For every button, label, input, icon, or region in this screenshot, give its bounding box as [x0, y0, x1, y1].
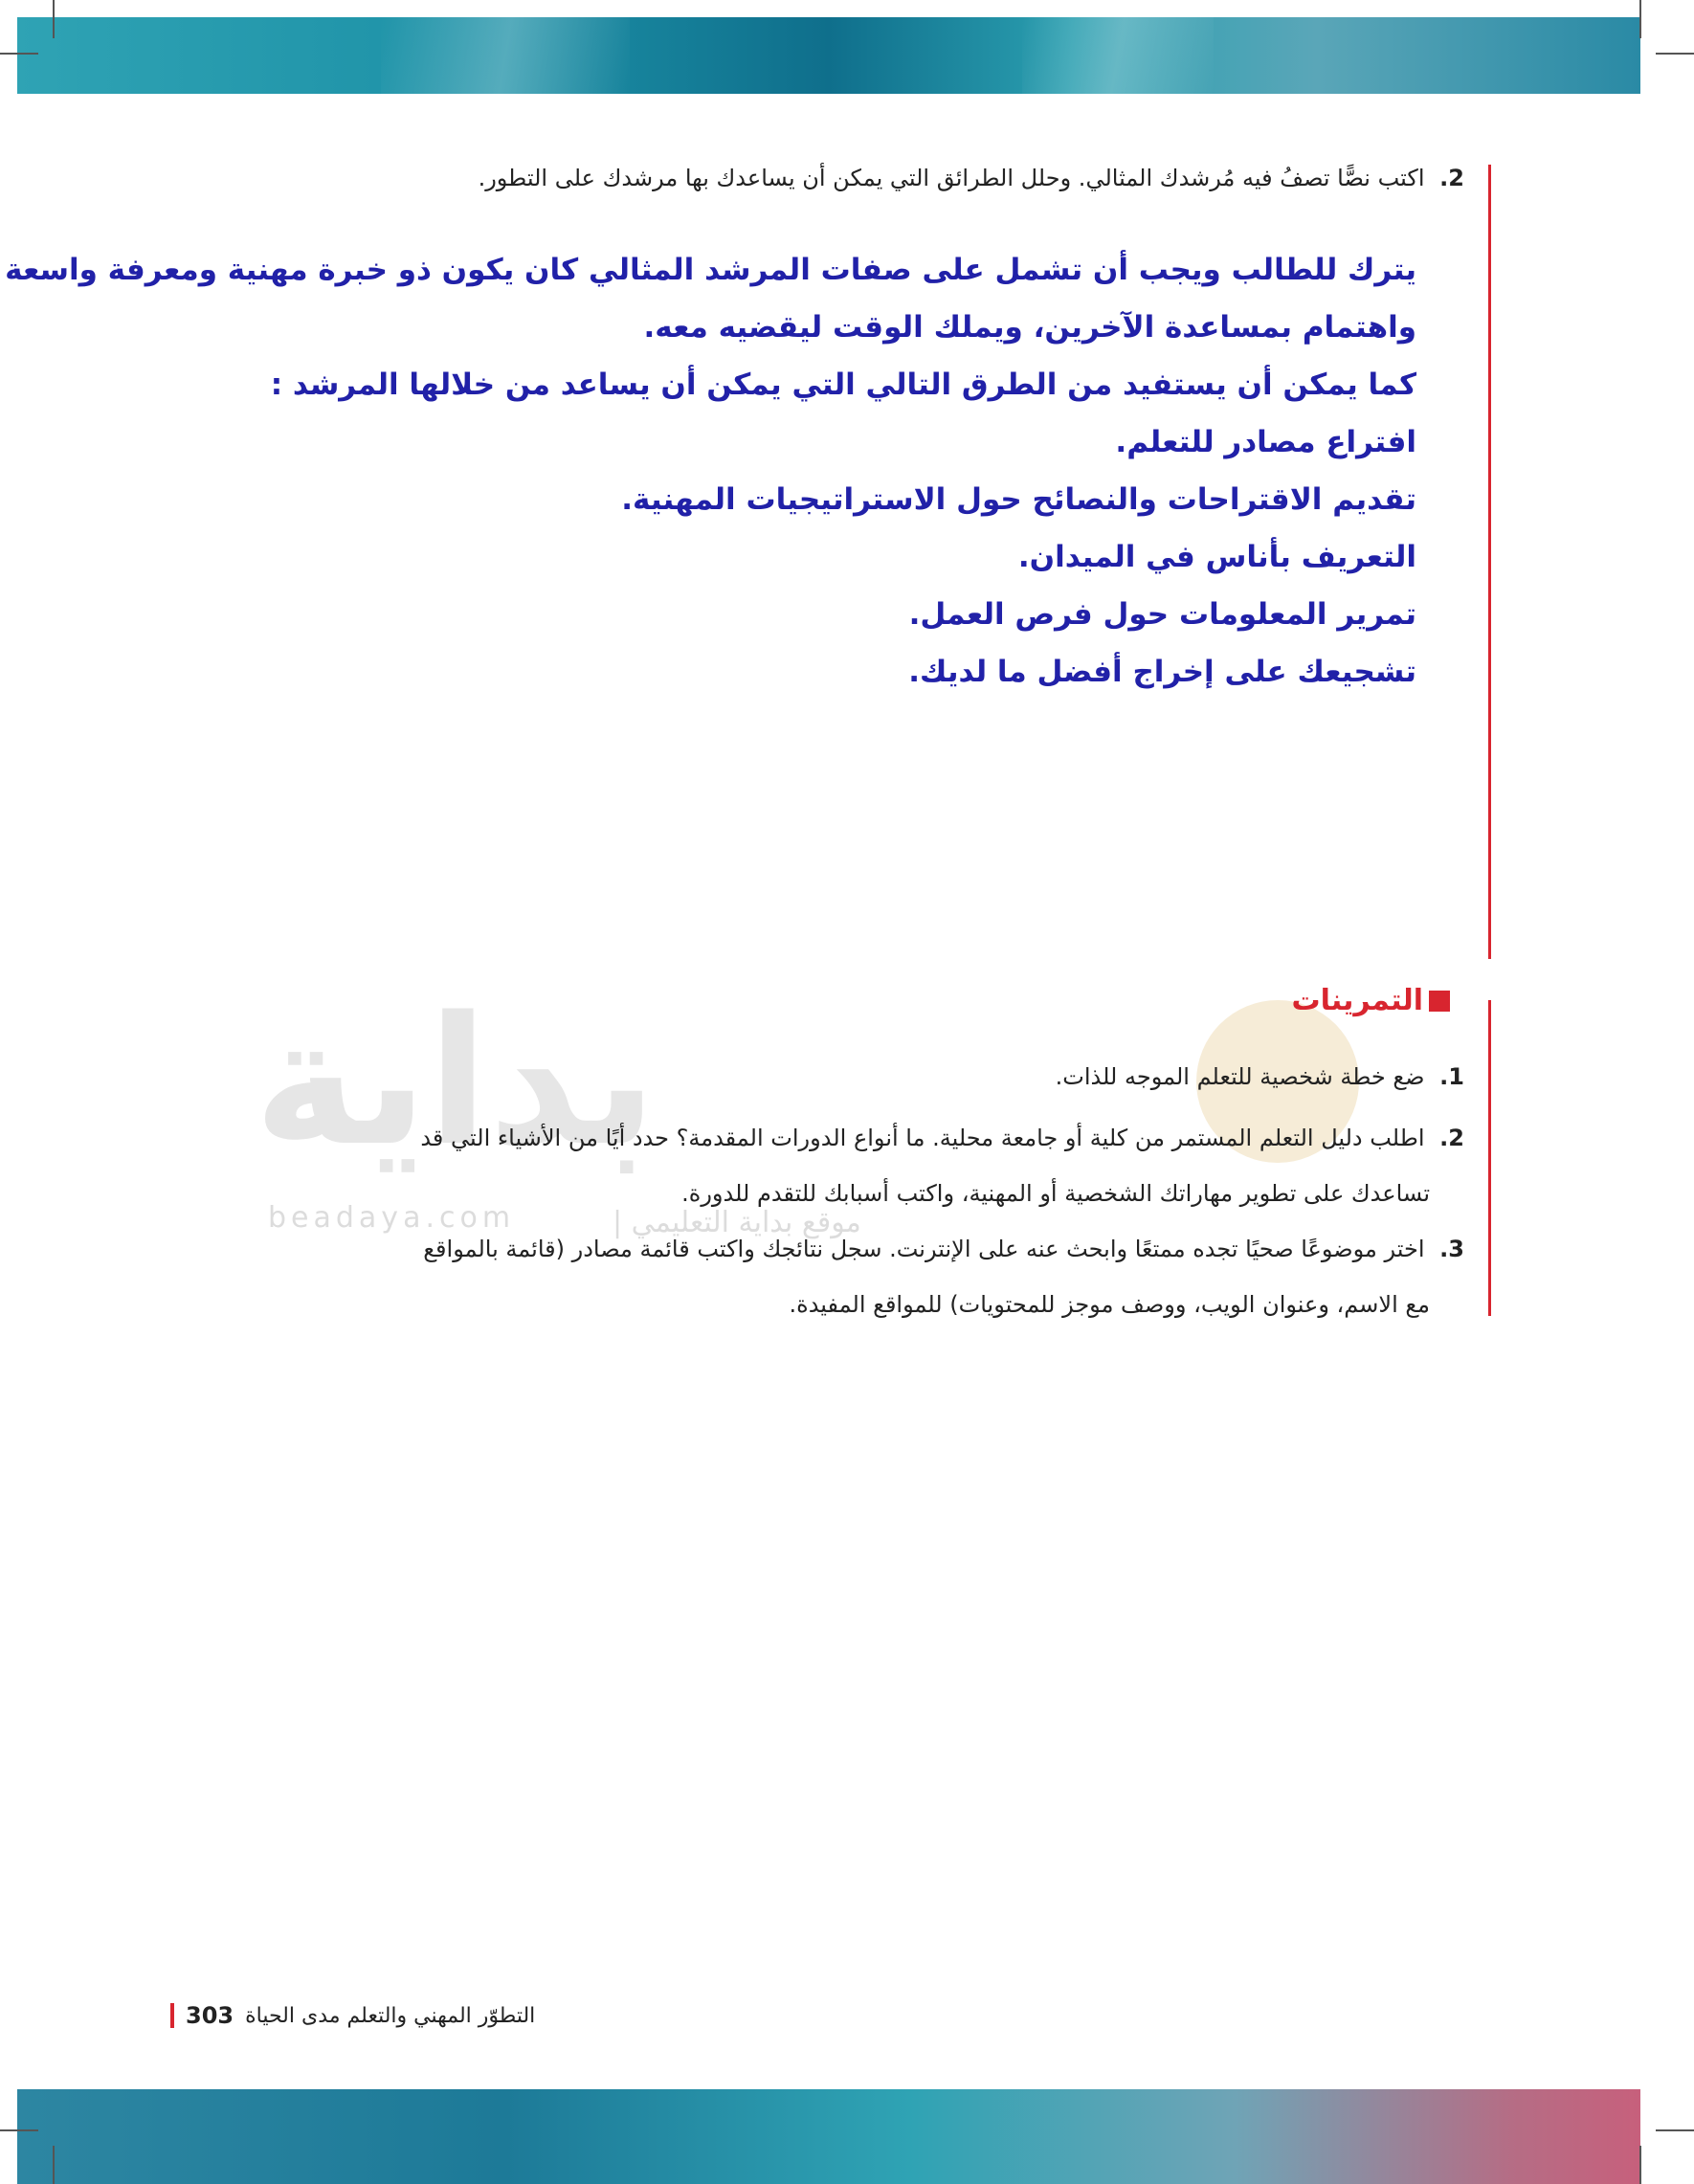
answer-line: تقديم الاقتراحات والنصائح حول الاستراتيجيات المهنية. — [621, 482, 1416, 517]
exercise-text: اطلب دليل التعلم المستمر من كلية أو جامعة محلية. ما أنواع الدورات المقدمة؟ حدد أيًا من الأشياء التي قد — [420, 1125, 1425, 1151]
answer-block — [5, 241, 1416, 701]
bottom-banner — [17, 2089, 1640, 2184]
answer-line: تمرير المعلومات حول فرص العمل. — [908, 597, 1416, 632]
answer-line: يترك للطالب ويجب أن تشمل على صفات المرشد المثالي كان يكون ذو خبرة مهنية ومعرفة واسعة — [5, 253, 1416, 287]
margin-rule — [1488, 1000, 1491, 1316]
exercise-item — [144, 1049, 1464, 1104]
crop-mark — [1656, 2129, 1694, 2131]
answer-line: تشجيعك على إخراج أفضل ما لديك. — [908, 655, 1416, 689]
exercise-item — [144, 1221, 1464, 1332]
section-heading — [1292, 984, 1451, 1017]
crop-mark — [1656, 53, 1694, 55]
banner-highlight — [1022, 17, 1214, 94]
section-title: التمرينات — [1291, 984, 1423, 1017]
section-marker-icon — [1429, 991, 1450, 1012]
exercise-number: 1. — [1439, 1063, 1464, 1090]
answer-line: التعريف بأناس في الميدان. — [1017, 540, 1416, 574]
crop-mark — [0, 2129, 38, 2131]
answer-line: افتراع مصادر للتعلم. — [1115, 425, 1416, 459]
answer-line: كما يمكن أن يستفيد من الطرق التالي التي يمكن أن يساعد من خلالها المرشد : — [270, 368, 1416, 402]
answer-line: واهتمام بمساعدة الآخرين، ويملك الوقت ليقضيه معه. — [643, 310, 1416, 345]
page-number: 303 — [186, 2002, 234, 2029]
watermark-word: بداية — [254, 978, 658, 1185]
exercise-text: تساعدك على تطوير مهاراتك الشخصية أو المهنية، واكتب أسبابك للتقدم للدورة. — [681, 1180, 1430, 1207]
crop-mark — [53, 0, 55, 38]
top-banner — [17, 17, 1640, 94]
crop-mark — [1639, 2146, 1641, 2184]
exercise-text: مع الاسم، وعنوان الويب، ووصف موجز للمحتويات) للمواقع المفيدة. — [789, 1291, 1430, 1318]
watermark-subtitle: موقع بداية التعليمي | — [613, 1206, 861, 1239]
crop-mark — [1639, 0, 1641, 38]
margin-rule — [1488, 165, 1491, 959]
exercise-text: ضع خطة شخصية للتعلم الموجه للذات. — [1055, 1063, 1425, 1090]
exercise-item — [144, 1110, 1464, 1221]
exercise-text: اختر موضوعًا صحيًا تجده ممتعًا وابحث عنه على الإنترنت. سجل نتائجك واكتب قائمة مصادر (قائمة بالمواقع — [423, 1236, 1425, 1262]
crop-mark — [0, 53, 38, 55]
footer-divider — [170, 2003, 174, 2028]
watermark-site: beadaya.com — [268, 1201, 516, 1235]
question-2 — [220, 165, 1464, 191]
exercise-number: 3. — [1439, 1236, 1464, 1262]
page-footer — [170, 2002, 535, 2029]
banner-highlight — [381, 17, 630, 94]
question-text: اكتب نصًّا تصفُ فيه مُرشدك المثالي. وحلل الطرائق التي يمكن أن يساعدك بها مرشدك على التطور. — [478, 165, 1425, 191]
exercise-number: 2. — [1439, 1125, 1464, 1151]
question-number: 2. — [1439, 165, 1464, 191]
crop-mark — [53, 2146, 55, 2184]
book-title: التطوّر المهني والتعلم مدى الحياة — [245, 2003, 536, 2028]
